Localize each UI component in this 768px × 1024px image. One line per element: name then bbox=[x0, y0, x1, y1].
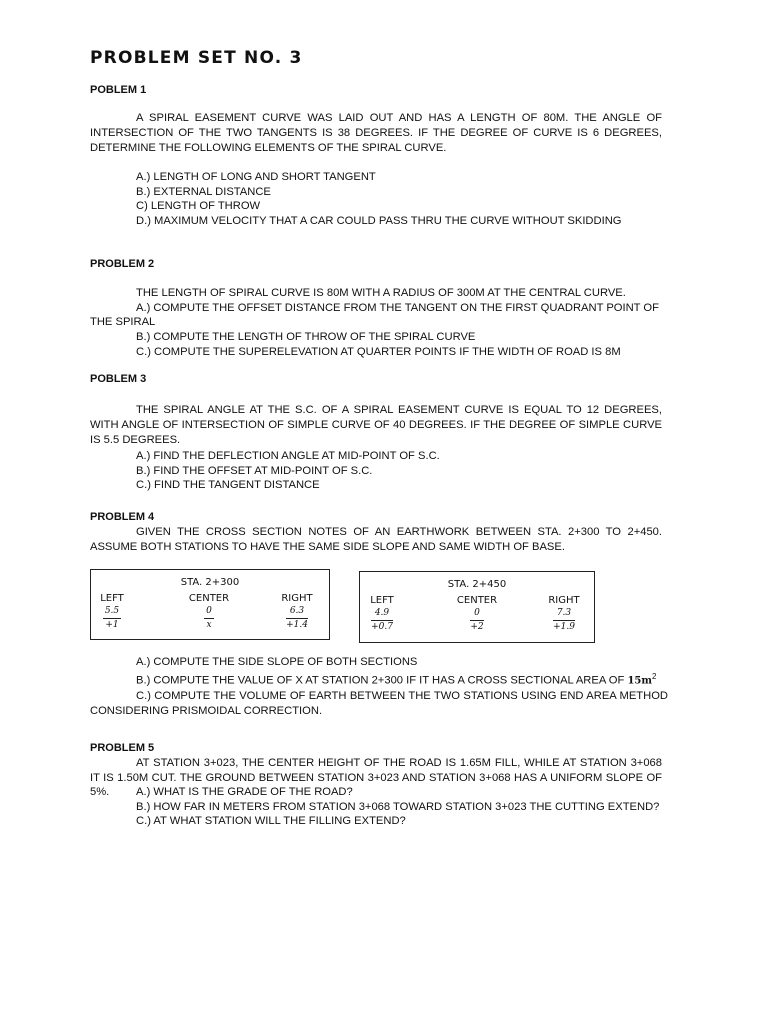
problem-5-item-b: B.) HOW FAR IN METERS FROM STATION 3+068 TOWARD STATION 3+023 THE CUTTING EXTEND? bbox=[136, 800, 660, 813]
problem-2-item-c: C.) COMPUTE THE SUPERELEVATION AT QUARTER POINTS IF THE WIDTH OF ROAD IS 8M bbox=[136, 345, 621, 358]
left-fraction bbox=[103, 606, 121, 631]
right-column bbox=[542, 595, 586, 633]
problem-5-text: AT STATION 3+023, THE CENTER HEIGHT OF THE ROAD IS 1.65M FILL, WHILE AT STATION 3+068 IT IS 1.50M CUT. THE GROUND BETWEEN STATION 3+023 AND STATION 3+068 HAS A UNIFORM SLOPE OF 5%. bbox=[90, 757, 662, 799]
problem-1-text: A SPIRAL EASEMENT CURVE WAS LAID OUT AND HAS A LENGTH OF 80M. THE ANGLE OF INTERSECTION OF THE TWO TANGENTS IS 38 DEGREES. IF THE DEGREE OF CURVE IS 6 DEGREES, DETERMINE THE FOLLOWING ELEMENTS OF THE SPIRAL CURVE. bbox=[90, 112, 662, 154]
problem-1-item-d: D.) MAXIMUM VELOCITY THAT A CAR COULD PASS THRU THE CURVE WITHOUT SKIDDING bbox=[136, 215, 622, 228]
problem-5-item-c: C.) AT WHAT STATION WILL THE FILLING EXTEND? bbox=[136, 815, 406, 828]
left-fraction bbox=[371, 608, 393, 633]
center-header: CENTER bbox=[188, 593, 230, 604]
problem-4-heading: PROBLEM 4 bbox=[90, 511, 155, 523]
problem-3-items bbox=[136, 449, 440, 493]
right-header: RIGHT bbox=[548, 595, 580, 606]
right-numerator: 6.3 bbox=[286, 606, 308, 619]
problem-3-item-b: B.) FIND THE OFFSET AT MID-POINT OF S.C. bbox=[136, 464, 373, 477]
station-label: STA. 2+450 bbox=[447, 579, 507, 590]
problem-1-item-a: A.) LENGTH OF LONG AND SHORT TANGENT bbox=[136, 171, 376, 183]
problem-2-item-a: A.) COMPUTE THE OFFSET DISTANCE FROM THE TANGENT ON THE FIRST QUADRANT POINT OF THE SPIRAL bbox=[90, 301, 659, 329]
right-denominator: +1.4 bbox=[286, 620, 308, 630]
right-fraction bbox=[286, 606, 308, 631]
cross-section-table-sta-2300 bbox=[90, 569, 330, 640]
center-denominator: +2 bbox=[470, 622, 484, 632]
problem-3-text: THE SPIRAL ANGLE AT THE S.C. OF A SPIRAL EASEMENT CURVE IS EQUAL TO 12 DEGREES, WITH ANGLE OF INTERSECTION OF SIMPLE CURVE OF 40 DEGREES. IF THE DEGREE OF SIMPLE CURVE IS 5.5 DEGREES. bbox=[90, 404, 662, 446]
cross-sectional-area-value: 15m bbox=[627, 675, 652, 687]
center-fraction bbox=[204, 606, 214, 631]
left-numerator: 5.5 bbox=[103, 606, 121, 619]
problem-2-items bbox=[90, 286, 668, 360]
center-numerator: 0 bbox=[204, 606, 214, 619]
center-denominator: x bbox=[206, 620, 212, 630]
center-column bbox=[184, 593, 234, 631]
problem-3-heading: POBLEM 3 bbox=[90, 373, 147, 385]
left-header: LEFT bbox=[100, 593, 124, 604]
center-fraction bbox=[470, 608, 483, 633]
area-exponent: 2 bbox=[651, 671, 657, 681]
problem-4-item-a: A.) COMPUTE THE SIDE SLOPE OF BOTH SECTIONS bbox=[136, 656, 418, 668]
problem-5-items bbox=[136, 785, 659, 829]
right-denominator: +1.9 bbox=[553, 622, 575, 632]
left-column bbox=[366, 595, 398, 633]
left-header: LEFT bbox=[370, 595, 394, 606]
problem-4-item-c: C.) COMPUTE THE VOLUME OF EARTH BETWEEN THE TWO STATIONS USING END AREA METHOD CONSIDERING PRISMOIDAL CORRECTION. bbox=[90, 690, 668, 717]
left-denominator: +1 bbox=[105, 620, 119, 630]
problem-3-item-c: C.) FIND THE TANGENT DISTANCE bbox=[136, 479, 320, 492]
problem-2-item-b: B.) COMPUTE THE LENGTH OF THROW OF THE SPIRAL CURVE bbox=[136, 331, 476, 344]
problem-4-items bbox=[90, 655, 668, 719]
problem-1-heading: POBLEM 1 bbox=[90, 84, 147, 96]
problem-1-items bbox=[136, 170, 621, 229]
problem-2-text: THE LENGTH OF SPIRAL CURVE IS 80M WITH A RADIUS OF 300M AT THE CENTRAL CURVE. bbox=[136, 287, 626, 299]
right-header: RIGHT bbox=[281, 593, 313, 604]
cross-section-table-sta-2450 bbox=[359, 571, 595, 643]
problem-5-item-a: A.) WHAT IS THE GRADE OF THE ROAD? bbox=[136, 786, 353, 798]
station-label: STA. 2+300 bbox=[180, 577, 240, 588]
center-column bbox=[452, 595, 502, 633]
left-numerator: 4.9 bbox=[371, 608, 393, 621]
right-fraction bbox=[553, 608, 575, 633]
problem-4-text: GIVEN THE CROSS SECTION NOTES OF AN EARTHWORK BETWEEN STA. 2+300 TO 2+450. ASSUME BOTH STATIONS TO HAVE THE SAME SIDE SLOPE AND SAME WIDTH OF BASE. bbox=[90, 526, 662, 553]
right-column bbox=[275, 593, 319, 631]
center-numerator: 0 bbox=[470, 608, 483, 621]
left-denominator: +0.7 bbox=[371, 622, 393, 632]
problem-1-item-b: B.) EXTERNAL DISTANCE bbox=[136, 185, 271, 198]
problem-4-item-b bbox=[90, 670, 668, 689]
problem-4-item-b-text: B.) COMPUTE THE VALUE OF X AT STATION 2+300 IF IT HAS A CROSS SECTIONAL AREA OF bbox=[136, 674, 625, 687]
right-numerator: 7.3 bbox=[553, 608, 575, 621]
page-title: PROBLEM SET NO. 3 bbox=[90, 48, 303, 68]
problem-3-item-a: A.) FIND THE DEFLECTION ANGLE AT MID-POINT OF S.C. bbox=[136, 450, 440, 462]
left-column bbox=[97, 593, 127, 631]
center-header: CENTER bbox=[456, 595, 498, 606]
problem-1-item-c: C) LENGTH OF THROW bbox=[136, 200, 261, 213]
problem-2-heading: PROBLEM 2 bbox=[90, 258, 155, 270]
problem-5-heading: PROBLEM 5 bbox=[90, 742, 155, 754]
